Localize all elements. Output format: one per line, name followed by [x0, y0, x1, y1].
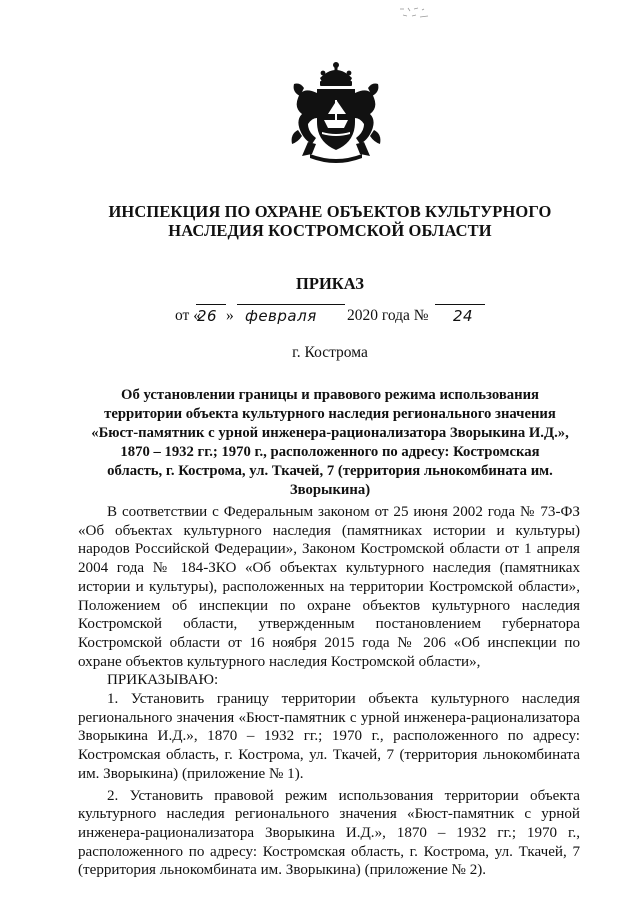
- subject-line: 1870 – 1932 гг.; 1970 г., расположенного по адресу: Костромская: [120, 443, 540, 460]
- organization-title-line1: ИНСПЕКЦИЯ ПО ОХРАНЕ ОБЪЕКТОВ КУЛЬТУРНОГО: [108, 202, 552, 221]
- city-line: г. Кострома: [292, 344, 368, 361]
- order-subject: [70, 386, 590, 499]
- order-year-text: 2020 года №: [347, 307, 429, 324]
- order-day-close: »: [226, 307, 234, 324]
- scan-artifact: [398, 6, 432, 20]
- order-number-underline: [435, 304, 485, 305]
- order-prefix: от «: [175, 307, 201, 324]
- subject-line: «Бюст-памятник с урной инженера-рационализатора Зворыкина И.Д.»,: [91, 424, 569, 441]
- organization-title: [60, 202, 600, 240]
- order-month-handwritten: февраля: [245, 307, 317, 325]
- order-date-number-line: [175, 304, 505, 328]
- order-body: [78, 503, 580, 880]
- subject-line: Зворыкина): [289, 481, 371, 498]
- order-item-2: 2. Установить правовой режим использования территории объекта культурного наследия регионального значения «Бюст-памятник с урной инженера-рационализатора Зворыкина И.Д.», 1870 – 1932 гг.; 1970 г., расположенного по адресу: Костромская область, г. Кострома, ул. Ткачей, 7 (территория льнокомбината им. Зворыкина) (приложение № 2).: [78, 787, 580, 879]
- coat-of-arms-icon: [290, 58, 382, 166]
- order-day-underline: [196, 304, 226, 305]
- document-type-title: ПРИКАЗ: [296, 274, 364, 293]
- order-month-underline: [237, 304, 345, 305]
- order-item-1: 1. Установить границу территории объекта культурного наследия регионального значения «Бюст-памятник с урной инженера-рационализатора Зворыкина И.Д.», 1870 – 1932 гг.; 1970 г., расположенного по адресу: Костромская область, г. Кострома, ул. Ткачей, 7 (территория льнокомбината им. Зворыкина) (приложение № 1).: [78, 691, 580, 782]
- command-line: ПРИКАЗЫВАЮ:: [107, 672, 219, 689]
- preamble-paragraph: В соответствии с Федеральным законом от 25 июня 2002 года № 73-ФЗ «Об объектах культурного наследия (памятниках истории и культуры) народов Российской Федерации», Законом Костромской области от 1 апреля 2004 года № 184-ЗКО «Об объектах культурного наследия (памятниках истории и культуры), расположенных на территории Костромской области», Положением об инспекции по охране объектов культурного наследия Костромской области, утвержденным постановлением губернатора Костромской области от 16 ноября 2015 года № 206 «Об инспекции по охране объектов культурного наследия Костромской области»,: [78, 504, 580, 670]
- subject-line: область, г. Кострома, ул. Ткачей, 7 (территория льнокомбината им.: [107, 462, 553, 479]
- order-number-handwritten: 24: [453, 307, 474, 325]
- subject-line: территории объекта культурного наследия регионального значения: [104, 405, 556, 422]
- organization-title-line2: НАСЛЕДИЯ КОСТРОМСКОЙ ОБЛАСТИ: [168, 221, 492, 240]
- subject-line: Об установлении границы и правового режима использования: [121, 387, 539, 403]
- order-day-handwritten: 26: [197, 307, 218, 325]
